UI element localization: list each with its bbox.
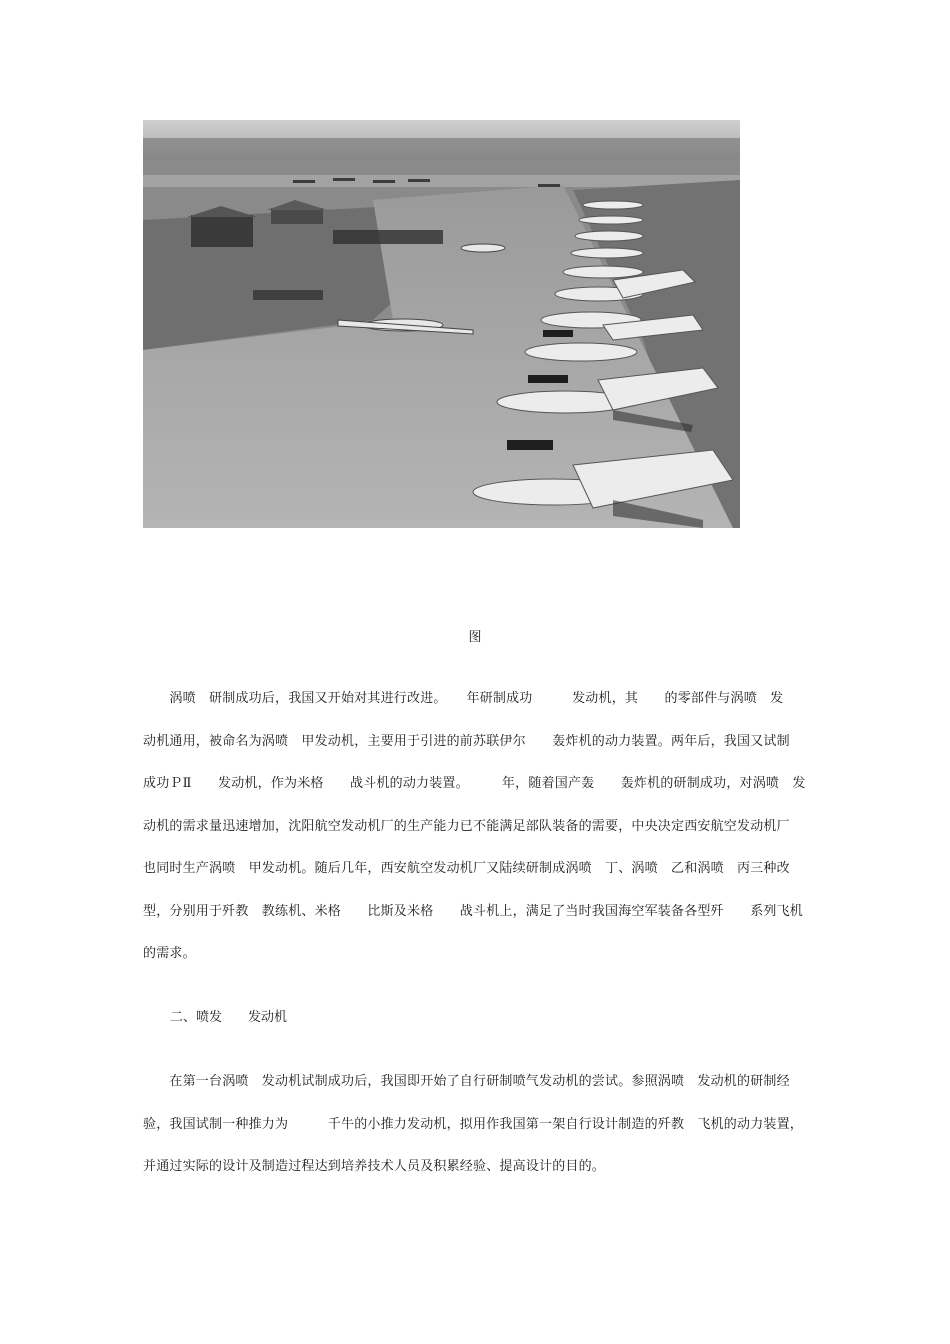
paragraph-2 — [143, 1061, 807, 1189]
figure-caption: 图 — [468, 630, 482, 645]
paragraph-line: 的需求。 — [143, 946, 196, 961]
paragraph-line: 动机通用，被命名为涡喷 甲发动机，主要用于引进的前苏联伊尔 轰炸机的动力装置。两年后，我国又试制 — [143, 733, 790, 749]
paragraph-line: 成功ＰⅡ 发动机，作为米格 战斗机的动力装置。 年，随着国产轰 轰炸机的研制成功，对涡喷 发 — [143, 776, 806, 791]
section-heading: 二、喷发 发动机 — [170, 1010, 288, 1025]
paragraph-line: 并通过实际的设计及制造过程达到培养技术人员及积累经验、提高设计的目的。 — [143, 1159, 606, 1174]
paragraph-1 — [143, 678, 807, 976]
paragraph-line: 在第一台涡喷 发动机试制成功后，我国即开始了自行研制喷气发动机的尝试。参照涡喷 发动机的研制经 — [143, 1074, 790, 1089]
paragraph-line: 验，我国试制一种推力为 千牛的小推力发动机，拟用作我国第一架自行设计制造的歼教 飞机的动力装置， — [143, 1116, 804, 1132]
airfield-photo — [143, 120, 740, 528]
paragraph-line: 动机的需求量迅速增加，沈阳航空发动机厂的生产能力已不能满足部队装备的需要，中央决定西安航空发动机厂 — [143, 818, 790, 834]
paragraph-line: 涡喷 研制成功后，我国又开始对其进行改进。 年研制成功 发动机，其 的零部件与涡喷 发 — [143, 691, 784, 706]
paragraph-line: 型，分别用于歼教 教练机、米格 比斯及米格 战斗机上，满足了当时我国海空军装备各型歼 系列飞机 — [143, 903, 804, 919]
paragraph-line: 也同时生产涡喷 甲发动机。随后几年，西安航空发动机厂又陆续研制成涡喷 丁、涡喷 乙和涡喷 丙三种改 — [143, 861, 790, 876]
